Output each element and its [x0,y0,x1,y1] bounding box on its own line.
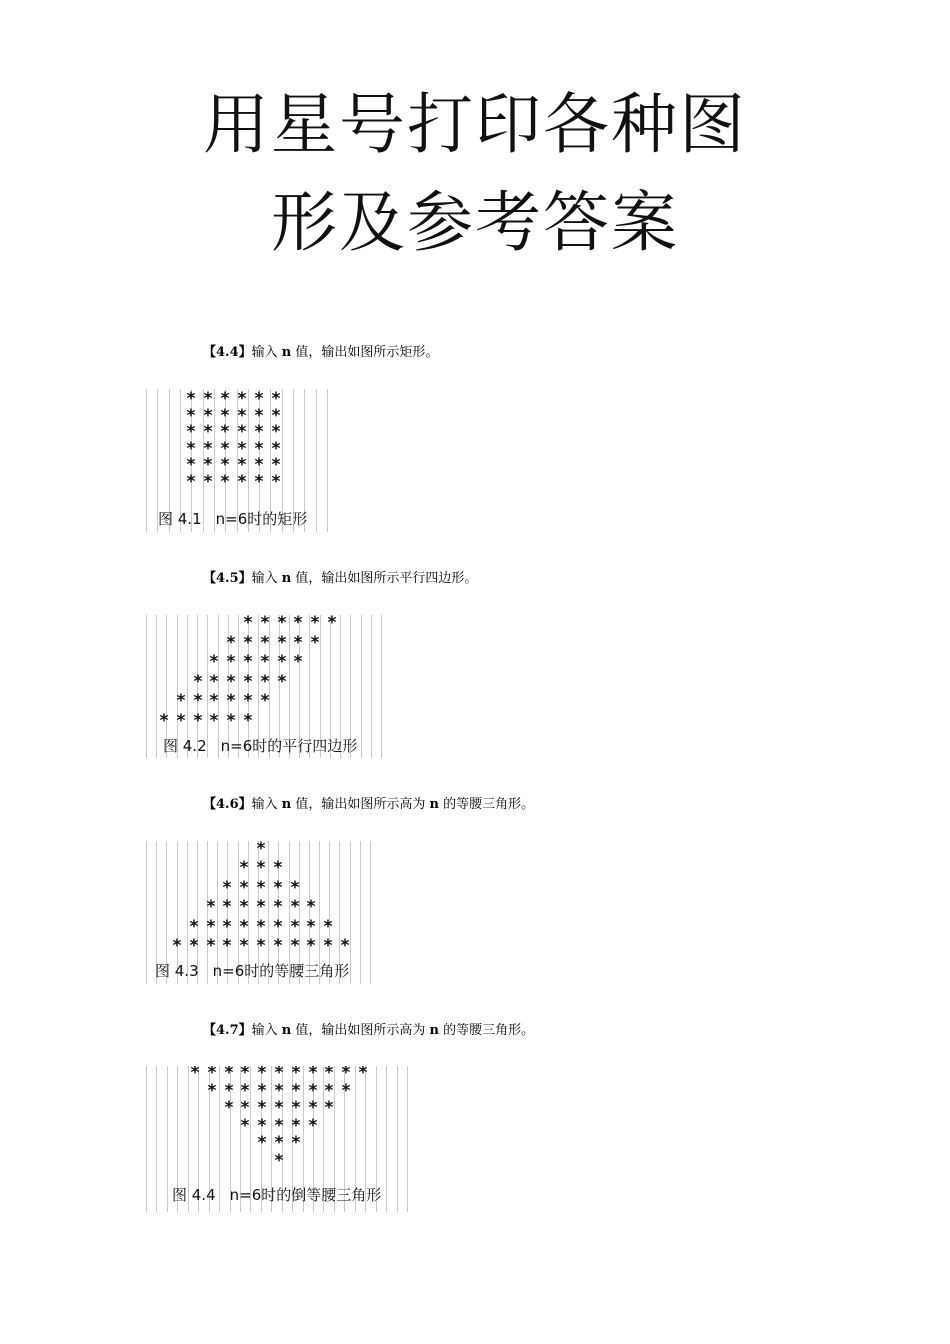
guide-line [361,615,362,758]
star-mark: * [255,878,267,898]
star-mark: * [208,711,220,731]
star-mark: * [202,455,214,475]
star-mark: * [259,691,271,711]
star-mark: * [256,1133,268,1153]
figure-inverted-triangle [143,1066,410,1212]
star-mark: * [273,1151,285,1171]
star-mark: * [305,897,317,917]
star-mark: * [276,615,288,633]
figure-parallelogram [143,615,384,758]
star-mark: * [259,615,271,633]
star-mark: * [289,917,301,937]
star-mark: * [202,439,214,459]
problem-number: 【4.6】 [203,797,252,812]
guide-line [371,615,372,758]
star-mark: * [236,472,248,492]
star-mark: * [242,652,254,672]
star-mark: * [256,1098,268,1118]
star-mark: * [242,711,254,731]
star-mark: * [158,711,170,731]
star-mark: * [305,936,317,956]
star-mark: * [309,615,321,633]
star-mark: * [242,615,254,633]
star-mark: * [259,633,271,653]
star-mark: * [272,897,284,917]
star-mark: * [171,936,183,956]
star-mark: * [309,633,321,653]
star-mark: * [175,691,187,711]
star-mark: * [289,936,301,956]
star-mark: * [238,878,250,898]
star-mark: * [259,672,271,692]
star-mark: * [185,389,197,409]
star-mark: * [253,406,265,426]
star-mark: * [206,1066,218,1083]
star-mark: * [292,615,304,633]
star-mark: * [276,672,288,692]
star-mark: * [185,472,197,492]
star-mark: * [208,672,220,692]
guide-line [316,389,317,532]
star-mark: * [357,1066,369,1083]
star-mark: * [219,439,231,459]
star-mark: * [307,1116,319,1136]
guide-line [407,1066,408,1212]
star-mark: * [289,878,301,898]
star-mark: * [340,1081,352,1101]
problem-4-5-text: 【4.5】输入 n 值，输出如图所示平行四边形。 [203,571,478,586]
star-mark: * [239,1081,251,1101]
star-mark: * [192,711,204,731]
star-mark: * [223,1098,235,1118]
star-mark: * [221,878,233,898]
problem-number: 【4.7】 [203,1023,252,1038]
star-mark: * [185,439,197,459]
star-mark: * [276,652,288,672]
star-mark: * [290,1133,302,1153]
star-mark: * [188,917,200,937]
star-mark: * [192,691,204,711]
star-mark: * [256,1066,268,1083]
star-mark: * [221,897,233,917]
star-mark: * [219,472,231,492]
figure-rectangle [143,389,330,532]
star-mark: * [255,936,267,956]
star-mark: * [307,1098,319,1118]
star-mark: * [185,406,197,426]
star-mark: * [236,439,248,459]
guide-line [156,1066,157,1212]
star-mark: * [242,691,254,711]
star-mark: * [202,406,214,426]
star-mark: * [322,917,334,937]
star-mark: * [273,1133,285,1153]
star-mark: * [290,1116,302,1136]
star-mark: * [259,652,271,672]
star-mark: * [185,422,197,442]
star-mark: * [253,472,265,492]
guide-line [350,841,351,984]
star-mark: * [323,1081,335,1101]
star-mark: * [238,917,250,937]
guide-line [146,1066,147,1212]
star-mark: * [290,1098,302,1118]
guide-line [146,389,147,532]
star-mark: * [290,1066,302,1083]
star-mark: * [307,1066,319,1083]
guide-line [146,615,147,758]
star-mark: * [292,652,304,672]
star-mark: * [188,936,200,956]
star-mark: * [239,1066,251,1083]
figure-caption: 图 4.2 n=6时的平行四边形 [163,737,358,755]
star-mark: * [273,1081,285,1101]
figure-isosceles-triangle [143,841,373,984]
star-mark: * [225,633,237,653]
star-mark: * [323,1066,335,1083]
star-mark: * [202,472,214,492]
star-mark: * [236,422,248,442]
star-mark: * [270,439,282,459]
star-mark: * [270,455,282,475]
star-mark: * [208,652,220,672]
star-mark: * [219,389,231,409]
page-title-line1: 用星号打印各种图 [203,86,747,163]
problem-number: 【4.5】 [203,571,252,586]
guide-line [327,389,328,532]
star-mark: * [221,936,233,956]
guide-line [386,1066,387,1212]
problem-4-7-text: 【4.7】输入 n 值，输出如图所示高为 n 的等腰三角形。 [203,1023,535,1038]
star-mark: * [192,672,204,692]
figure-caption: 图 4.4 n=6时的倒等腰三角形 [172,1186,382,1204]
star-mark: * [272,858,284,878]
star-mark: * [208,691,220,711]
star-mark: * [273,1098,285,1118]
star-mark: * [185,455,197,475]
star-mark: * [340,1066,352,1083]
star-mark: * [253,439,265,459]
star-mark: * [272,878,284,898]
star-mark: * [255,841,267,859]
star-mark: * [289,897,301,917]
star-mark: * [223,1081,235,1101]
star-mark: * [238,858,250,878]
star-mark: * [225,711,237,731]
star-mark: * [205,897,217,917]
star-mark: * [270,406,282,426]
star-mark: * [253,422,265,442]
guide-line [370,841,371,984]
star-mark: * [202,422,214,442]
star-mark: * [175,711,187,731]
star-mark: * [253,455,265,475]
star-mark: * [253,389,265,409]
star-mark: * [339,936,351,956]
star-mark: * [270,422,282,442]
star-mark: * [272,917,284,937]
star-mark: * [189,1066,201,1083]
figure-caption: 图 4.3 n=6时的等腰三角形 [155,962,350,980]
star-mark: * [326,615,338,633]
star-mark: * [221,917,233,937]
star-mark: * [223,1066,235,1083]
star-mark: * [225,672,237,692]
problem-number: 【4.4】 [203,345,252,360]
page-title-line2: 形及参考答案 [271,184,679,261]
star-mark: * [225,691,237,711]
star-mark: * [219,422,231,442]
star-mark: * [202,389,214,409]
star-mark: * [238,936,250,956]
star-mark: * [270,472,282,492]
star-mark: * [236,389,248,409]
star-mark: * [219,455,231,475]
star-mark: * [256,1081,268,1101]
star-mark: * [236,455,248,475]
star-mark: * [242,672,254,692]
star-mark: * [322,936,334,956]
star-mark: * [270,389,282,409]
guide-line [167,1066,168,1212]
star-mark: * [238,897,250,917]
star-mark: * [239,1116,251,1136]
star-mark: * [206,1081,218,1101]
star-mark: * [205,917,217,937]
star-mark: * [273,1116,285,1136]
guide-line [397,1066,398,1212]
star-mark: * [305,917,317,937]
star-mark: * [225,652,237,672]
problem-4-6-text: 【4.6】输入 n 值，输出如图所示高为 n 的等腰三角形。 [203,797,535,812]
star-mark: * [255,917,267,937]
star-mark: * [255,858,267,878]
star-mark: * [236,406,248,426]
problem-4-4-text: 【4.4】输入 n 值，输出如图所示矩形。 [203,345,439,360]
star-mark: * [255,897,267,917]
guide-line [146,841,147,984]
star-mark: * [273,1066,285,1083]
guide-line [360,841,361,984]
guide-line [156,615,157,758]
star-mark: * [307,1081,319,1101]
star-mark: * [292,633,304,653]
star-mark: * [290,1081,302,1101]
star-mark: * [205,936,217,956]
star-mark: * [239,1098,251,1118]
star-mark: * [272,936,284,956]
star-mark: * [242,633,254,653]
star-mark: * [256,1116,268,1136]
star-mark: * [219,406,231,426]
star-mark: * [323,1098,335,1118]
star-mark: * [276,633,288,653]
figure-caption: 图 4.1 n=6时的矩形 [158,510,308,528]
guide-line [381,615,382,758]
